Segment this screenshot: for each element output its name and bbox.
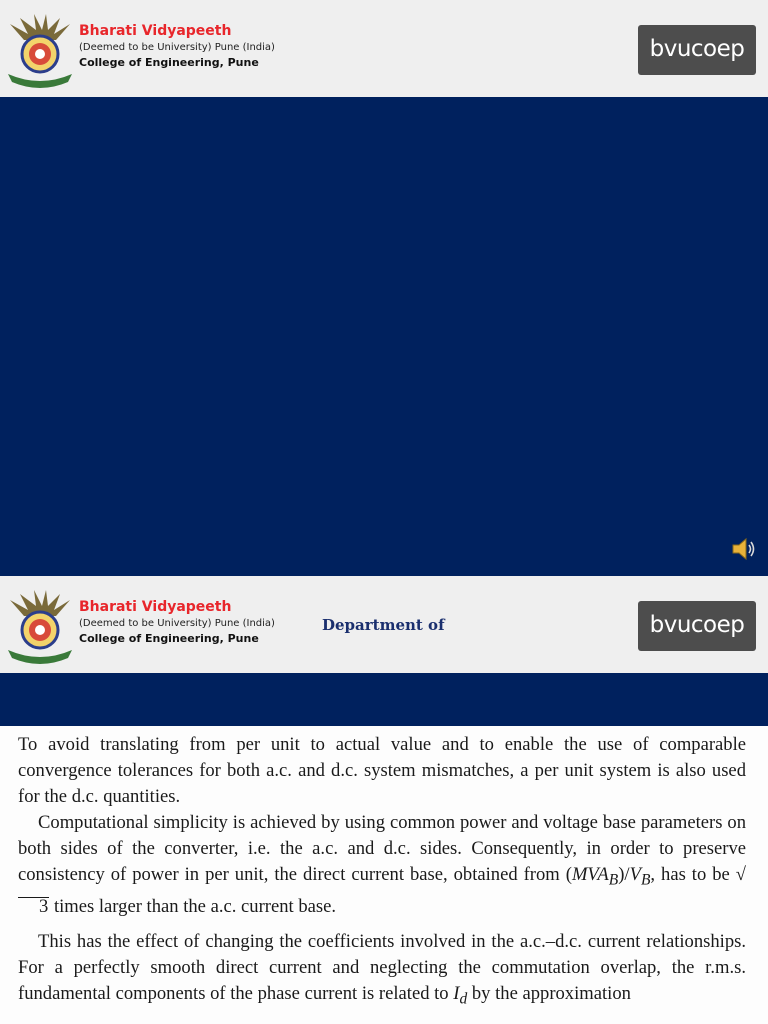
mva-symbol: MVA [571,864,609,885]
bvucoep-logo-text: bvucoep [649,36,745,62]
subscript-b: B [640,871,651,889]
paragraph-2: Computational simplicity is achieved by using common power and voltage base parameters on both sides of the converter, i.e. the a.c. and d.c. sides. Consequently, in order to preserve consistency of power in per unit, the direct current base, obtained from $(MVA_B)/V_B$, has to be √3 times larger than the a.c. current base. [18,812,746,917]
paragraph-2-text-b: , has to be [650,864,736,885]
paragraph-3-text-a: This has the effect of changing the coefficients involved in the a.c.–d.c. current relationships. For a perfectly smooth direct current and neglecting the commutation overlap, the r.m.s. fundamental components of the phase current is related to [18,930,746,1004]
bvucoep-logo [638,601,756,651]
slash: )/ [618,864,630,885]
paragraph-2-text-c: times larger than the a.c. current base. [49,895,337,917]
department-label: Department of [322,616,445,634]
id-symbol: I [453,982,460,1004]
paragraph-2-text-a: Computational simplicity is achieved by using common power and voltage base parameters on both sides of the converter, i.e. the a.c. and d.c. sides. Consequently, in order to preserve consistency of power in per unit, the direct current base, obtained from ( [18,812,746,885]
college-name: College of Engineering, Pune [79,632,259,645]
slide-header [0,0,768,97]
university-emblem-icon [6,10,74,88]
institution-status: (Deemed to be University) Pune (India) [79,42,275,53]
paragraph-3 [18,929,746,1013]
slide-header [0,576,768,673]
paragraph-3-text-b: by the approximation [467,982,631,1004]
sqrt-value: 3 [18,897,49,916]
title-bar [0,673,768,726]
college-name: College of Engineering, Pune [79,56,259,69]
institution-name: Bharati Vidyapeeth [79,599,232,615]
subscript-d: d [459,990,468,1008]
institution-block [79,598,275,646]
paragraph-1: To avoid translating from per unit to actual value and to enable the use of comparable convergence tolerances for both a.c. and d.c. system mismatches, a per unit system is also used for the d.c. quantities. [18,734,746,807]
title-panel [0,97,768,576]
institution-name: Bharati Vidyapeeth [79,23,232,39]
university-emblem-icon [6,586,74,664]
institution-block [79,22,275,70]
v-symbol: V [629,864,641,885]
subscript-b: B [608,871,619,889]
institution-status: (Deemed to be University) Pune (India) [79,618,275,629]
speaker-icon[interactable] [731,537,757,561]
bvucoep-logo-text: bvucoep [649,612,745,638]
document-excerpt [0,726,768,1024]
slide-content [0,576,768,1024]
bvucoep-logo [638,25,756,75]
